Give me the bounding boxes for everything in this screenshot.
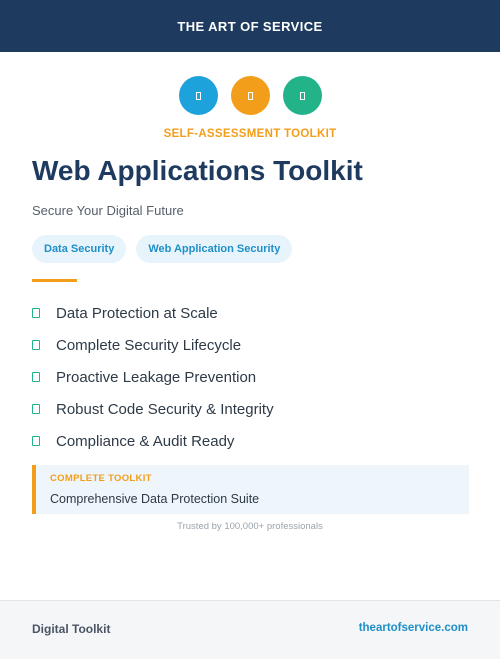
feature-label: Proactive Leakage Prevention: [56, 368, 257, 386]
doc-icon: [179, 76, 218, 115]
list-item: [32, 361, 274, 393]
callout-label: COMPLETE TOOLKIT: [50, 473, 152, 484]
checkbox-icon: [32, 372, 40, 382]
feature-label: Compliance & Audit Ready: [56, 432, 235, 450]
callout-box: [32, 465, 469, 514]
feature-label: Robust Code Security & Integrity: [56, 400, 274, 418]
list-item: [32, 393, 274, 425]
kicker-label: SELF-ASSESSMENT TOOLKIT: [163, 128, 337, 140]
tag-list: [32, 235, 292, 263]
brand-name: THE ART OF SERVICE: [177, 18, 323, 34]
subtitle: Secure Your Digital Future: [32, 203, 184, 218]
checkbox-icon: [32, 436, 40, 446]
checkbox-icon: [32, 340, 40, 350]
website-link[interactable]: theartofservice.com: [358, 622, 468, 634]
doc-icon: [283, 76, 322, 115]
feature-label: Data Protection at Scale: [56, 304, 218, 322]
page-title: Web Applications Toolkit: [32, 155, 363, 186]
feature-list: [32, 297, 274, 457]
checkbox-icon: [32, 308, 40, 318]
footer-label: Digital Toolkit: [32, 622, 111, 636]
footer: [0, 600, 500, 659]
list-item: [32, 329, 274, 361]
feature-label: Complete Security Lifecycle: [56, 336, 242, 354]
trusted-note: Trusted by 100,000+ professionals: [177, 521, 323, 532]
icon-row: [0, 76, 500, 115]
callout-text: Comprehensive Data Protection Suite: [50, 492, 260, 506]
checkbox-icon: [32, 404, 40, 414]
header-bar: [0, 0, 500, 52]
list-item: [32, 425, 274, 457]
accent-divider: [32, 279, 77, 282]
tag-data-security: Data Security: [32, 235, 126, 263]
tag-web-application-security: Web Application Security: [136, 235, 292, 263]
list-item: [32, 297, 274, 329]
doc-icon: [231, 76, 270, 115]
